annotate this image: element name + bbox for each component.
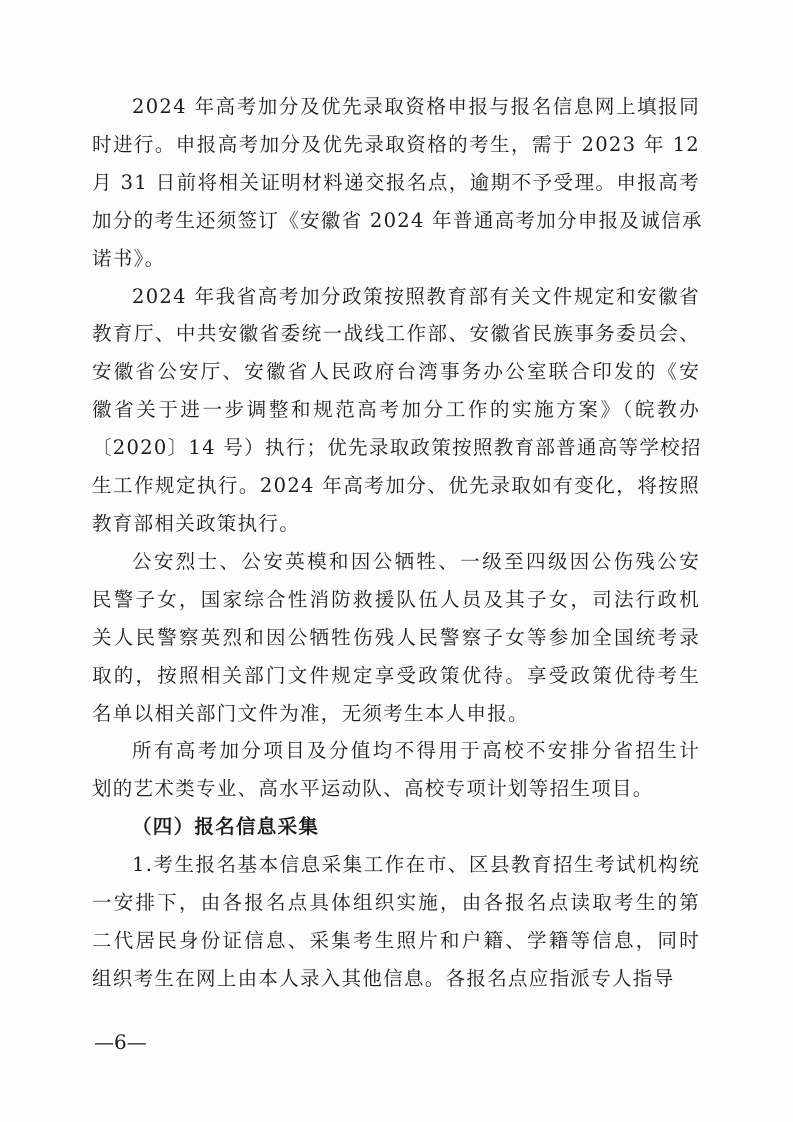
paragraph	[92, 88, 703, 278]
text-line: 2024 年高考加分及优先录取资格申报与报名信息网上填报同	[132, 95, 700, 118]
text-line: 关人民警察英烈和因公牺牲伤残人民警察子女等参加全国统考录	[92, 625, 700, 649]
text-line: 所有高考加分项目及分值均不得用于高校不安排分省招生计	[132, 739, 700, 763]
text-line: 2024 年我省高考加分政策按照教育部有关文件规定和安徽省	[132, 284, 700, 308]
text-line: 划的艺术类专业、高水平运动队、高校专项计划等招生项目。	[92, 777, 654, 801]
text-line: （四）报名信息采集	[132, 815, 320, 839]
section-heading	[92, 808, 700, 846]
text-line: 生工作规定执行。2024 年高考加分、优先录取如有变化，将按照	[92, 474, 700, 498]
text-line: 月 31 日前将相关证明材料递交报名点，逾期不予受理。申报高考	[92, 170, 700, 194]
text-line: 组织考生在网上由本人录入其他信息。各报名点应指派专人指导	[92, 966, 675, 990]
text-line: 二代居民身份证信息、采集考生照片和户籍、学籍等信息，同时	[92, 928, 700, 952]
text-line: 教育厅、中共安徽省委统一战线工作部、安徽省民族事务委员会、	[92, 322, 700, 346]
text-line: 一安排下，由各报名点具体组织实施，由各报名点读取考生的第	[92, 891, 700, 915]
text-line: 教育部相关政策执行。	[92, 511, 301, 535]
text-line: 加分的考生还须签订《安徽省 2024 年普通高考加分申报及诚信承	[92, 208, 703, 232]
document-body	[92, 88, 703, 998]
text-line: 时进行。申报高考加分及优先录取资格的考生，需于 2023 年 12	[92, 132, 700, 156]
paragraph	[92, 732, 700, 808]
text-line: 取的，按照相关部门文件规定享受政策优待。享受政策优待考生	[92, 663, 700, 687]
paragraph	[92, 278, 700, 543]
text-line: 〔2020〕14 号）执行；优先录取政策按照教育部普通高等学校招	[92, 436, 702, 460]
text-line: 名单以相关部门文件为准，无须考生本人申报。	[92, 701, 529, 725]
paragraph	[92, 846, 700, 998]
page-number: —6—	[94, 1030, 147, 1054]
paragraph	[92, 543, 700, 733]
text-line: 1.考生报名基本信息采集工作在市、区县教育招生考试机构统	[132, 853, 700, 877]
text-line: 公安烈士、公安英模和因公牺牲、一级至四级因公伤残公安	[132, 549, 700, 573]
text-line: 诺书》。	[92, 246, 166, 270]
text-line: 徽省关于进一步调整和规范高考加分工作的实施方案》（皖教办	[92, 398, 700, 422]
text-line: 民警子女，国家综合性消防救援队伍人员及其子女，司法行政机	[92, 587, 700, 611]
text-line: 安徽省公安厅、安徽省人民政府台湾事务办公室联合印发的《安	[92, 360, 700, 384]
